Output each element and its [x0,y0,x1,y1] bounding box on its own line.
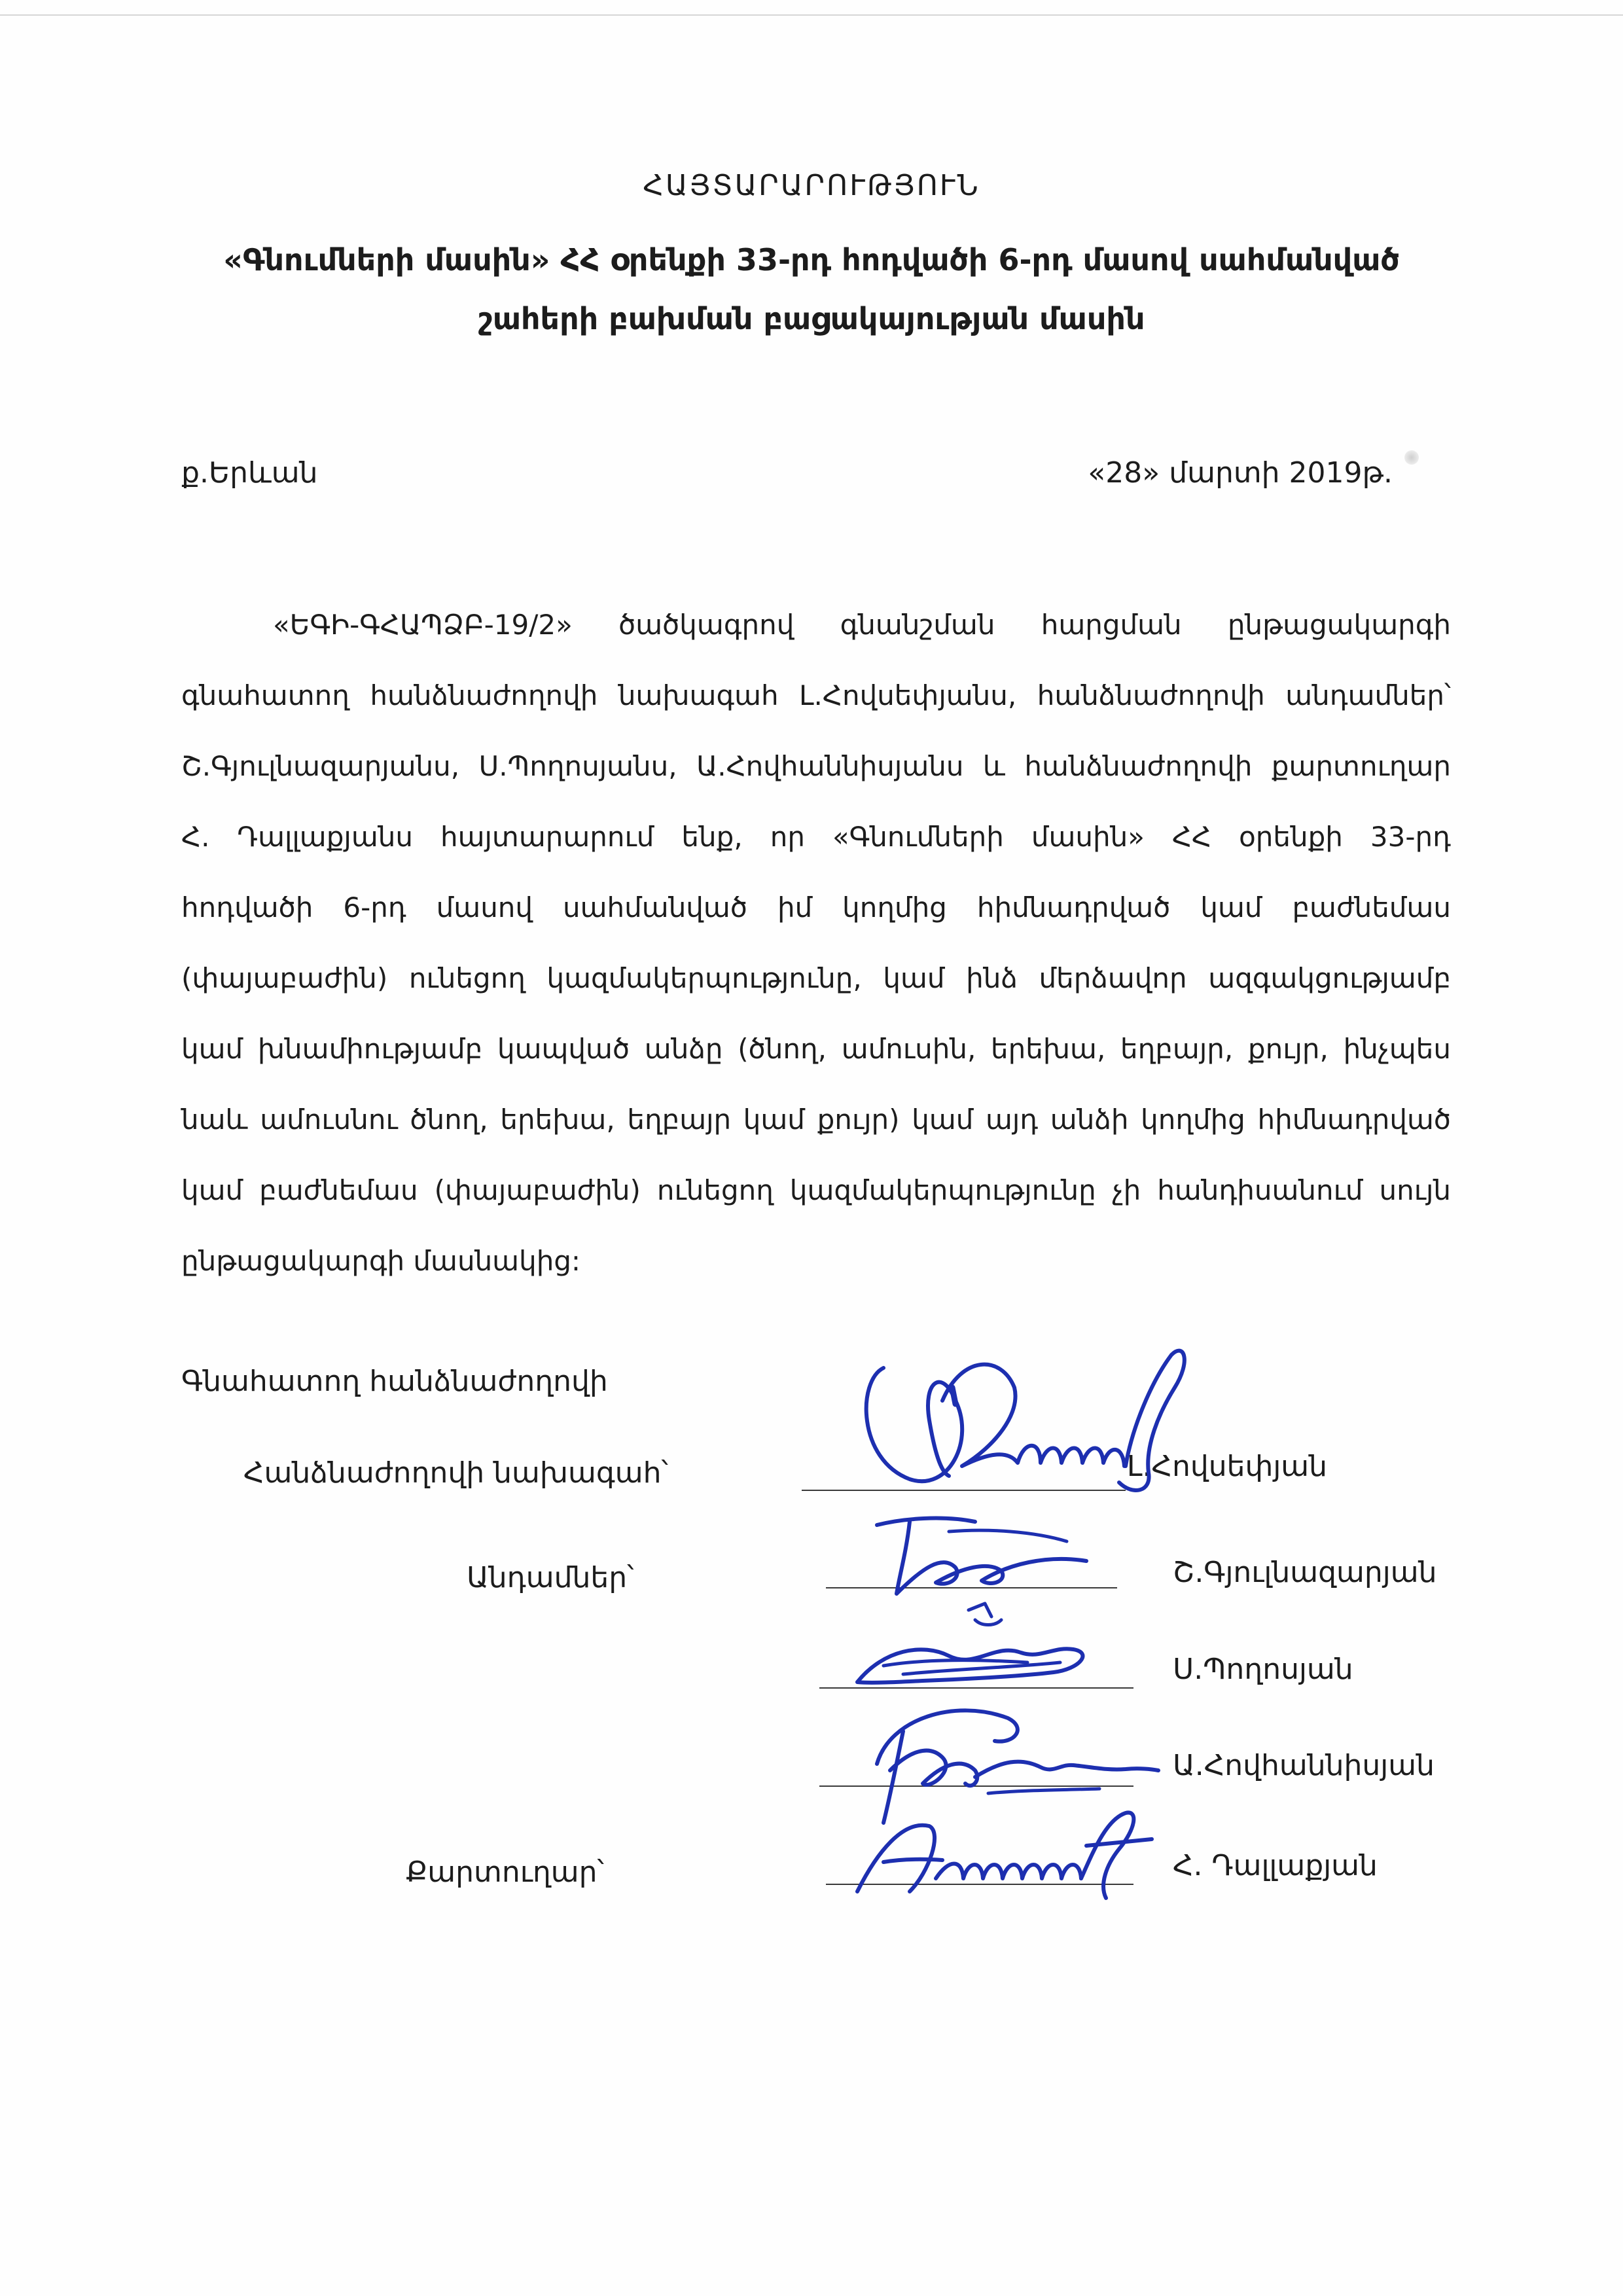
scan-edge [0,14,1623,16]
chair-name: Լ.Հովսեփյան [1127,1450,1328,1483]
body-line: ընթացակարգի մասնակից: [181,1245,581,1277]
body-line: կամ խնամիությամբ կապված անձը (ծնող, ամուսին, երեխա, եղբայր, քույր, ինչպես [181,1033,1451,1065]
document-title: ՀԱՅՏԱՐԱՐՈՒԹՅՈՒՆ [643,169,980,202]
chair-signature [844,1342,1211,1499]
member1-signature [851,1505,1139,1604]
members-label: Անդամներ՝ [467,1561,634,1594]
body-line: «ԵԳԻ-ԳՀԱՊՁԲ-19/2» ծածկագրով գնանշման հարցման ընթացակարգի [273,609,1451,641]
member3-name: Ա.Հովհաննիսյան [1173,1749,1435,1782]
scan-speck [1404,450,1419,465]
city: ք.Երևան [181,456,318,490]
secretary-name: Հ. Դալլաքյան [1173,1849,1378,1882]
subtitle-line-2: շահերի բախման բացակայության մասին [478,301,1145,336]
secretary-signature [838,1800,1165,1905]
document-date: «28» մարտի 2019թ. [1088,456,1393,490]
body-line: կամ բաժնեմաս (փայաբաժին) ունեցող կազմակերպությունը չի հանդիսանում սույն [181,1174,1451,1206]
member1-name: Շ.Գյուլնազարյան [1173,1556,1437,1589]
body-line: հոդվածի 6-րդ մասով սահմանված իմ կողմից հիմնադրված կամ բաժնեմաս [181,891,1451,924]
chair-label: Հանձնաժողովի նախագահ՝ [243,1456,668,1490]
body-line: նաև ամուսնու ծնող, երեխա, եղբայր կամ քույր) կամ այդ անձի կողմից հիմնադրված [181,1103,1451,1136]
body-line: (փայաբաժին) ունեցող կազմակերպությունը, կամ ինձ մերձավոր ազգակցությամբ [181,962,1451,994]
member2-name: Ս.Պողոսյան [1173,1653,1353,1686]
body-line: Շ.Գյուլնազարյանս, Ս.Պողոսյանս, Ա.Հովհաննիսյանս և հանձնաժողովի քարտուղար [181,750,1451,782]
declaration-body [181,592,1451,1299]
subtitle-line-1: «Գնումների մասին» ՀՀ օրենքի 33-րդ հոդվածի 6-րդ մասով սահմանված [223,242,1400,278]
body-line: գնահատող հանձնաժողովի նախագահ Լ.Հովսեփյանս, հանձնաժողովի անդամներ՝ [181,679,1451,711]
secretary-label: Քարտուղար՝ [406,1856,605,1889]
committee-label: Գնահատող հանձնաժողովի [181,1365,608,1398]
body-line: Հ. Դալլաքյանս հայտարարում ենք, որ «Գնումների մասին» ՀՀ օրենքի 33-րդ [181,821,1451,853]
member2-signature [844,1597,1132,1695]
